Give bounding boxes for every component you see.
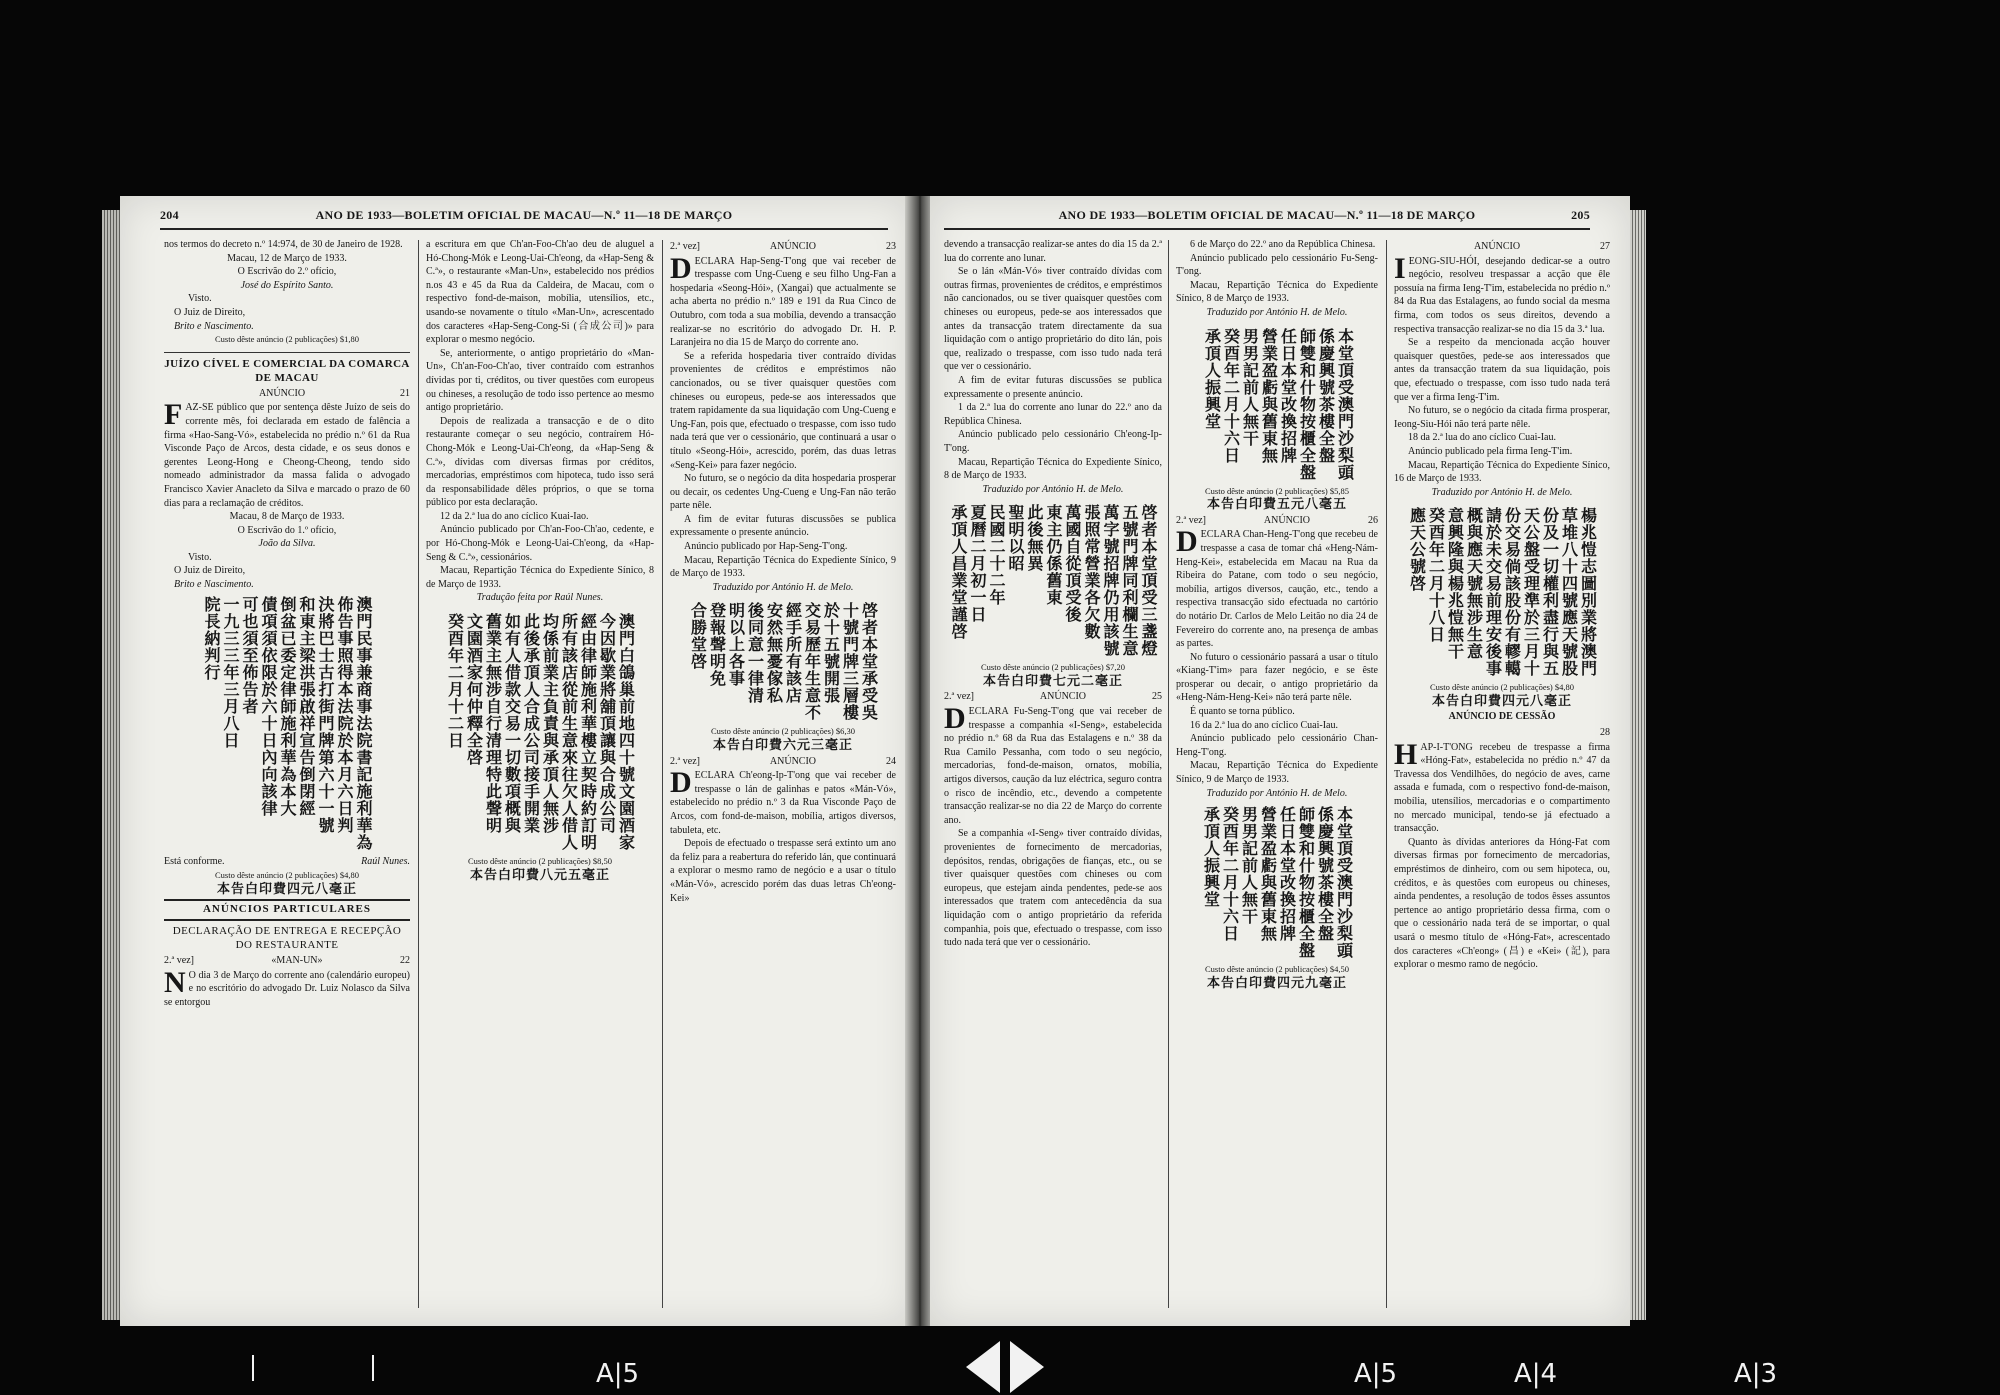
conformity-row xyxy=(164,855,410,869)
paragraph: Macau, Repartição Técnica do Expediente Sínico, 8 de Março de 1933. xyxy=(1176,279,1378,305)
chinese-notice xyxy=(426,613,654,851)
ad-label: ANÚNCIO xyxy=(1263,514,1311,526)
paragraph: ECLARA Hap-Seng-T'ong que vai receber de trespasse com Ung-Cueng e seu filho Ung-Fan a hospedaria «Seong-Hói», (Xangai) que actualmente se acha aberta no prédio n.º 189 e 191 da Rua Cinco de Outubro, com toda a sua mobília, devendo a transacção realizar-se no escritório do advogado Dr. H. P. Laranjeira no dia 15 de Março do corrente ano. xyxy=(670,255,896,349)
ad-cost: Custo dêste anúncio (2 publicações) $4,80 xyxy=(215,870,359,881)
ad-vez: 2.ª vez] xyxy=(164,955,194,967)
film-tick xyxy=(252,1355,254,1381)
chinese-column: 文園酒家何仲釋全啓 xyxy=(464,613,484,767)
clerk-title: O Escrivão do 2.º ofício, xyxy=(237,266,337,278)
paragraph: nos termos do decreto n.º 14:974, de 30 de Janeiro de 1928. xyxy=(164,239,403,250)
divider xyxy=(164,352,410,353)
film-frame-mark: A|3 xyxy=(1734,1359,1778,1389)
drop-cap: F xyxy=(164,398,183,432)
ad-vez: 2.ª vez] xyxy=(944,691,974,703)
chinese-column: 經由律師施利華樓立契時約訂明 xyxy=(578,613,598,852)
ad-number: 25 xyxy=(1151,691,1162,703)
conformity: Está conforme. xyxy=(164,855,225,867)
page-number: 204 xyxy=(160,208,179,222)
left-page-edges xyxy=(102,210,120,1320)
chinese-column: 可也須至佈告者 xyxy=(240,595,259,715)
paragraph: 6 de Março do 22.º ano da República Chinesa. xyxy=(1190,239,1376,250)
chinese-notice xyxy=(1176,328,1378,481)
chinese-column: 均係前業主負責與承頂人無涉 xyxy=(540,613,560,835)
paragraph: Depois de efectuado o trespasse será extinto um ano da feliz para a reabertura do referido lán, que continuará a explorar o mesmo ramo de negócio e a usar o título «Mán-Vó», acrescido porém das duas letras Ch'eong-Kei» xyxy=(670,838,896,904)
chinese-column: 草堆八十四號應天號股 xyxy=(1559,507,1579,678)
print-fee: 本告白印費六元三毫正 xyxy=(712,738,853,754)
ad-label-row xyxy=(944,690,1162,704)
right-col-2 xyxy=(1176,238,1378,990)
translator: Traduzido por António H. de Melo. xyxy=(982,483,1124,495)
clerk-title: O Escrivão do 1.º ofício, xyxy=(237,524,337,536)
left-col-2 xyxy=(426,238,654,882)
paragraph: Macau, Repartição Técnica do Expediente Sínico, 8 de Março de 1933. xyxy=(944,456,1162,482)
date-line: Macau, 8 de Março de 1933. xyxy=(229,511,345,523)
chinese-column: 聖明以昭 xyxy=(1006,504,1025,573)
paragraph: Se a companhia «I-Seng» tiver contraído dívidas, provenientes de fornecimento de mercadorias, depósitos, rendas, obrigações de fianças, etc., ou se tiver quaisquer questões com chineses ou com europeus, que estejam ainda pendentes, pede-se aos interessados que tratem com antecedência da sua liquidação com o antigo proprietário da referida companhia, pois que, efectuado o trespasse, com isso tudo nada terá que ver o cessionário. xyxy=(944,828,1162,949)
ad-label-row xyxy=(1176,514,1378,528)
chinese-column: 萬字號招牌仍用該號 xyxy=(1101,504,1120,658)
section-heading: ANÚNCIOS PARTICULARES xyxy=(164,899,410,921)
film-arrow-left-icon xyxy=(966,1341,1000,1393)
ad-label-row xyxy=(164,954,410,968)
ad-number: 27 xyxy=(1599,241,1610,252)
paragraph: Macau, Repartição Técnica do Expediente Sínico, 16 de Março de 1933. xyxy=(1394,459,1610,485)
ad-vez: 2.ª vez] xyxy=(670,755,700,767)
chinese-column: 一九三三年三月八日 xyxy=(221,595,240,749)
chinese-notice xyxy=(164,596,410,851)
chinese-column: 楊兆愷志圖別業將澳門 xyxy=(1578,507,1598,678)
conformity-name: Raúl Nunes. xyxy=(361,855,410,867)
paragraph: 18 da 2.ª lua do ano cíclico Cuai-Iau. xyxy=(1408,432,1556,444)
ad-number-row xyxy=(1394,726,1610,740)
paragraph: Macau, Repartição Técnica do Expediente Sínico, 9 de Março de 1933. xyxy=(1176,760,1378,786)
chinese-column: 任日本堂改換招牌 xyxy=(1278,327,1298,464)
chinese-column: 啓者本堂承受吳 xyxy=(859,602,879,722)
ad-vez: 2.ª vez] xyxy=(670,241,700,252)
ad-label: ANÚNCIO xyxy=(1473,241,1521,252)
paragraph: É quanto se torna público. xyxy=(1190,706,1295,718)
translator: Tradução feita por Raúl Nunes. xyxy=(476,592,604,604)
restaurant-name: «MAN-UN» xyxy=(271,955,323,967)
chinese-column: 夏曆二月初一日 xyxy=(968,504,987,624)
paragraph: No futuro, se o negócio da citada firma prosperar, Ieong-Siu-Hói não terá parte nêle. xyxy=(1394,405,1610,430)
film-frame-mark: A|5 xyxy=(596,1359,640,1389)
translator: Traduzido por António H. de Melo. xyxy=(1206,306,1348,318)
chinese-column: 澳門白鴿巢前地四十號文園酒家 xyxy=(616,613,636,852)
left-page xyxy=(120,196,912,1326)
cession-title: ANÚNCIO DE CESSÃO xyxy=(1448,711,1556,723)
declaration-title: DECLARAÇÃO DE ENTREGA E RECEPÇÃO DO RESTAURANTE xyxy=(172,925,402,952)
running-head-title: ANO DE 1933—BOLETIM OFICIAL DE MACAU—N.º 11—18 DE MARÇO xyxy=(315,208,733,222)
ad-label-row xyxy=(670,755,896,769)
chinese-column: 師雙和什物按櫃全盤 xyxy=(1296,806,1316,960)
chinese-column: 舊業主無涉自行清理特此聲明 xyxy=(483,613,503,835)
chinese-column: 癸酉年二月十二日 xyxy=(445,613,465,750)
ad-cost: Custo dêste anúncio (2 publicações) $4,80 xyxy=(1430,682,1574,693)
chinese-column: 男男記前人無干 xyxy=(1240,327,1260,447)
judge-name: Brito e Nascimento. xyxy=(174,320,254,332)
drop-cap: I xyxy=(1394,251,1406,285)
paragraph: 16 da 2.ª lua do ano cíclico Cuai-Iau. xyxy=(1190,719,1338,731)
paragraph: No futuro, se o negócio da dita hospedaria prosperar ou decair, os cedentes Ung-Cueng e Ung-Fan não terão parte nêle. xyxy=(670,473,896,512)
column-rule xyxy=(1168,240,1169,1308)
clerk-name: José do Espírito Santo. xyxy=(240,279,334,291)
paragraph: AZ-SE público que por sentença dêste Juízo de seis do corrente mês, foi declarada em estado de falência a firma «Hao-Sang-Vó», estabelecida no prédio n.º 61 da Rua Visconde Paço de Arcos, desta cidade, e os seus donos e gerentes Leong-Hong e Cheong-Cheong, tendo sido nomeado administrador da massa falida o advogado Francisco Xavier Anacleto da Silva e marcado o prazo de 60 dias para a reclamação de créditos. xyxy=(164,402,410,509)
drop-cap: N xyxy=(164,965,186,999)
chinese-column: 份交易倘該股份有轇轕 xyxy=(1502,507,1522,678)
paragraph: Anúncio publicado pelo cessionário Ch'eong-Ip-T'ong. xyxy=(944,429,1162,454)
paragraph: Macau, Repartição Técnica do Expediente Sínico, 9 de Março de 1933. xyxy=(670,554,896,580)
ad-cost: Custo dêste anúncio (2 publicações) $6,30 xyxy=(711,726,855,737)
running-head-title: ANO DE 1933—BOLETIM OFICIAL DE MACAU—N.º 11—18 DE MARÇO xyxy=(1058,208,1476,222)
column-rule xyxy=(418,240,419,1308)
chinese-column: 五號門牌同利欄生意 xyxy=(1120,504,1139,658)
ad-label: ANÚNCIO xyxy=(1039,691,1087,703)
chinese-column: 佈告事照得本法院於本月六日判 xyxy=(335,595,354,834)
judge-title: O Juiz de Direito, xyxy=(174,306,246,318)
ad-number: 23 xyxy=(885,241,896,252)
court-title: JUÍZO CÍVEL E COMERCIAL DA COMARCA DE MACAU xyxy=(164,357,410,384)
chinese-column: 張照常營業各欠數 xyxy=(1082,504,1101,641)
chinese-column: 任日本堂改換招牌 xyxy=(1277,806,1297,943)
ad-cost: Custo dêste anúncio (2 publicações) $4,50 xyxy=(1205,964,1349,975)
chinese-column: 決將巴士古打街門牌第六十一號 xyxy=(316,595,335,834)
chinese-column: 係慶興號茶樓全盤 xyxy=(1315,806,1335,943)
paragraph: Se a referida hospedaria tiver contraído dívidas provenientes de créditos e empréstimos não cancionados, ou se tiver quaisquer questões com chineses ou europeus, pede-se aos interessados que tratem rapidamente da sua liquidação com Ung-Cueng e Ung-Fan, pois que, efectuado o trespasse, com isso tudo nada terá que ver o cessionário, que continuará a usar o título «Seong-Hói», acrescido, porém, das duas letras «Seng-Kei» para fazer negócio. xyxy=(670,350,896,471)
chinese-column: 倒盆已委定律師施利華為本大 xyxy=(278,595,297,817)
chinese-column: 今因歇業將舖頂讓與合成公司 xyxy=(597,613,617,835)
ad-number: 22 xyxy=(399,955,410,967)
chinese-notice xyxy=(1176,806,1378,959)
ad-label: ANÚNCIO xyxy=(769,755,817,767)
film-frame-mark: A|5 xyxy=(1354,1359,1398,1389)
chinese-column: 本堂頂受澳門沙梨頭 xyxy=(1335,327,1355,481)
chinese-notice xyxy=(1394,507,1610,677)
column-rule xyxy=(662,240,663,1308)
chinese-column: 交易歷年生意不 xyxy=(802,602,822,722)
chinese-column: 債項須依限於六十日內向該律 xyxy=(259,595,278,817)
chinese-column: 萬國自從頂受後 xyxy=(1063,504,1082,624)
ad-label-row xyxy=(670,240,896,254)
chinese-column: 承頂人昌業堂謹啓 xyxy=(949,504,968,641)
paragraph: 12 da 2.ª lua do ano cíclico Kuai-Iao. xyxy=(440,510,589,522)
visto: Visto. xyxy=(188,293,212,305)
chinese-column: 天公盤受理準於三月十 xyxy=(1521,507,1541,678)
chinese-column: 東主仍係舊東 xyxy=(1044,504,1063,607)
translator: Traduzido por António H. de Melo. xyxy=(1206,787,1348,799)
chinese-column: 十號門牌三層樓 xyxy=(840,602,860,722)
film-arrow-right-icon xyxy=(1010,1341,1044,1393)
ad-label-row xyxy=(164,387,410,401)
ad-cost: Custo dêste anúncio (2 publicações) $1,80 xyxy=(215,334,359,345)
chinese-column: 癸酉年二月十六日 xyxy=(1221,327,1241,464)
film-tick xyxy=(372,1355,374,1381)
date-line: Macau, 12 de Março de 1933. xyxy=(227,252,347,264)
chinese-notice xyxy=(670,602,896,721)
chinese-column: 意興隆與楊兆愷無干 xyxy=(1445,507,1465,661)
chinese-column: 本堂頂受澳門沙梨頭 xyxy=(1334,806,1354,960)
paragraph: Anúncio publicado por Ch'an-Foo-Ch'ao, cedente, e por Hó-Chong-Mók e Leong-Uai-Ch'eong, da «Hap-Seng & C.ª», cessionários. xyxy=(426,524,654,563)
chinese-column: 此後承頂人合成公司接手開業 xyxy=(521,613,541,835)
left-col-3 xyxy=(670,238,896,905)
chinese-column: 澳門民事兼商事法院書記施利華為 xyxy=(354,595,373,851)
chinese-column: 營業盈虧與舊東無 xyxy=(1258,806,1278,943)
chinese-column: 承頂人振興堂 xyxy=(1201,806,1221,909)
paragraph: a escritura em que Ch'an-Foo-Ch'ao deu de aluguel a Hó-Chong-Mók e Leong-Uai-Ch'eong, da «Hap-Seng & C.ª», o restaurante «Man-Un», estabelecido nos prédios n.os 43 e 45 da Rua da Caldeira, de Macau, com o respectivo fond-de-maison, mobília, utensílios, etc., usando-se novamente o título «Man-Un», acrescentado dos caracteres «Hap-Seng-Cong-Si (合成公司)» para explorar o mesmo negócio. xyxy=(426,239,654,346)
ad-label-row xyxy=(1394,710,1610,724)
paragraph: Macau, Repartição Técnica do Expediente Sínico, 8 de Março de 1933. xyxy=(426,565,654,590)
chinese-column: 營業盈虧與舊東無 xyxy=(1259,327,1279,464)
ad-cost: Custo dêste anúncio (2 publicações) $7,20 xyxy=(981,662,1125,673)
print-fee: 本告白印費五元八毫五 xyxy=(1206,497,1347,513)
chinese-column: 登報聲明免 xyxy=(707,602,727,688)
paragraph: Anúncio publicado por Hap-Seng-T'ong. xyxy=(684,541,848,553)
column-rule xyxy=(1386,240,1387,1308)
chinese-column: 合勝堂啓 xyxy=(688,602,708,671)
drop-cap: D xyxy=(670,766,692,800)
paragraph: Se a respeito da mencionada acção houver quaisquer questões, pede-se aos interessados que antes da transacção tratem da sua liquidação, pois que, efectuado o trespasse, com isso tudo nada terá que ver a firma Ieng-T'im. xyxy=(1394,337,1610,403)
drop-cap: H xyxy=(1394,737,1418,771)
chinese-column: 如有人借款交易一切數項概與 xyxy=(502,613,522,835)
ad-cost: Custo dêste anúncio (2 publicações) $8,50 xyxy=(468,856,612,867)
ad-number: 28 xyxy=(1600,727,1610,739)
left-running-head xyxy=(160,206,888,230)
translator: Traduzido por António H. de Melo. xyxy=(1431,486,1573,498)
right-page xyxy=(930,196,1630,1326)
print-fee: 本告白印費七元二毫正 xyxy=(982,673,1123,689)
print-fee: 本告白印費四元八毫正 xyxy=(216,881,357,897)
chinese-column: 癸酉年二月十六日 xyxy=(1220,806,1240,943)
paragraph: devendo a transacção realizar-se antes do dia 15 da 2.ª lua do corrente ano lunar. xyxy=(944,239,1162,264)
chinese-column: 係慶興號茶樓全盤 xyxy=(1316,327,1336,464)
paragraph: Se, anteriormente, o antigo proprietário do «Man-Un», Ch'an-Foo-Ch'ao, tiver contraído com estranhos dívidas por ti, créditos, ou tiver questões com europeus ou chineses, a resolução de todo isso pertence ao mesmo antigo proprietário. xyxy=(426,347,654,414)
paragraph: Anúncio publicado pelo cessionário Chan-Heng-T'ong. xyxy=(1176,733,1378,758)
left-col-1 xyxy=(164,238,410,1009)
chinese-column: 請於未交易前理安後事 xyxy=(1483,507,1503,678)
microfilm-strip xyxy=(0,1335,2000,1395)
chinese-column: 於十五號開張 xyxy=(821,602,841,705)
chinese-column: 和東主梁洪張啟祥宣告倒閉經 xyxy=(297,595,316,817)
film-frame-mark: A|4 xyxy=(1514,1359,1558,1389)
paragraph: 1 da 2.ª lua do corrente ano lunar do 22.º ano da República Chinesa. xyxy=(944,402,1162,427)
chinese-column: 承頂人振興堂 xyxy=(1202,327,1222,430)
drop-cap: D xyxy=(670,251,692,285)
ad-label: ANÚNCIO xyxy=(769,241,817,252)
chinese-column: 男男記前人無干 xyxy=(1239,806,1259,926)
paragraph: A fim de evitar futuras discussões se publica expressamente o presente anúncio. xyxy=(670,513,896,539)
chinese-column: 師雙和什物按櫃全盤 xyxy=(1297,327,1317,481)
drop-cap: D xyxy=(1176,525,1198,559)
paragraph: A fim de evitar futuras discussões se publica expressamente o presente anúncio. xyxy=(944,374,1162,400)
chinese-column: 應天公號啓 xyxy=(1407,507,1427,593)
chinese-column: 安然無憂傢私 xyxy=(764,602,784,705)
chinese-column: 此後無異 xyxy=(1025,504,1044,573)
paragraph: Anúncio publicado pela firma Ieng-T'im. xyxy=(1408,445,1573,457)
right-col-3 xyxy=(1394,238,1610,972)
chinese-column: 份及一切權利盡行與五 xyxy=(1540,507,1560,678)
chinese-column: 後同意一律清 xyxy=(745,602,765,705)
chinese-column: 概與應天號無涉生意 xyxy=(1464,507,1484,661)
paragraph: ECLARA Fu-Seng-T'ong que vai receber de trespasse a companhia «I-Seng», estabelecida no prédio n.º 68 da Rua das Estalagens e n.º 38 da Rua Camilo Pessanha, com todo o seu negócio, mercadorias, fond-de-maison, ornatos, mobília, artigos diversos, caução da luz eléctrica, seguro contra o risco de incêndio, etc., devendo a competente transacção realizar-se no dia 22 de Março do corrente ano. xyxy=(944,706,1162,826)
visto: Visto. xyxy=(188,551,212,563)
chinese-column: 院長納判行 xyxy=(202,595,221,681)
chinese-column: 啓者本堂頂受三盞燈 xyxy=(1139,504,1158,658)
ad-vez: 2.ª vez] xyxy=(1176,514,1206,526)
paragraph: EONG-SIU-HÓI, desejando dedicar-se a outro negócio, resolveu trespassar a acção que êle possuía na firma Ieng-T'im, estabelecida no prédio n.º 84 da Rua das Estalagens, ao fundo social da mesma firma, com todos os seus direitos, devendo a respectiva transacção realizar-se no dia 15 da 3.ª lua. xyxy=(1394,255,1610,335)
print-fee: 本告白印費四元八毫正 xyxy=(1431,693,1572,709)
paragraph: ECLARA Chan-Heng-T'ong que recebeu de trespasse a casa de tomar chá «Heng-Nám-Heng-Kei», estabelecida em Macau na Rua da Ribeira do Patane, com todo o seu negócio, mobília, artigos diversos, caução, etc., tendo a respectiva transacção sido efectuada no cartório do notário Dr. Carlos de Melo Leitão no dia 24 de Fevereiro do corrente ano, na presença de ambas as partes. xyxy=(1176,529,1378,650)
judge-name: Brito e Nascimento. xyxy=(174,579,254,591)
paragraph: No futuro o cessionário passará a usar o título «Kiang-T'im» para fazer negócio, e se êste prosperar ou decair, o antigo proprietário da «Heng-Nám-Heng-Kei» não terá parte nêle. xyxy=(1176,651,1378,704)
paragraph: O dia 3 de Março do corrente ano (calendário europeu) e no escritório do advogado Dr. Luiz Nolasco da Silva se entorgou xyxy=(164,969,410,1008)
ad-number: 26 xyxy=(1367,514,1378,526)
paragraph: AP-I-T'ONG recebeu de trespasse a firma «Hóng-Fat», estabelecida no prédio n.º 47 da Travessa dos Vendilhões, do negócio de aves, carne assada e fumada, com o respectivo fond-de-maison, mobília, utensílios, mercadorias e o compartimento no mercado municipal, tendo-se já efectuado a transacção. xyxy=(1394,741,1610,835)
drop-cap: D xyxy=(944,702,966,736)
paragraph: ECLARA Ch'eong-Ip-T'ong que vai receber de trespasse o lán de galinhas e patos «Mán-Vó», estabelecido no prédio n.º 3 da Rua Visconde Paço de Arcos, com fond-de-maison, mobília, artigos diversos, tabuleta, etc. xyxy=(670,770,896,836)
print-fee: 本告白印費四元九毫正 xyxy=(1206,975,1347,991)
page-number: 205 xyxy=(1571,208,1590,222)
paragraph: Quanto às dívidas anteriores da Hóng-Fat com diversas firmas por fornecimento de mercadorias, empréstimos de dinheiro, com ou sem hipoteca, ou, créditos, e às questões com europeus ou chineses, ainda pendentes, a resolução de todos êsses assuntos pertence ao antigo proprietário dessa firma, com o que o cessionário nada terá de se importar, o qual usará o mesmo título de «Hóng-Fat», acrescentado dos caracteres «Ch'eong» (昌) e «Kei» (記), para explorar o mesmo ramo de negócio. xyxy=(1394,836,1610,971)
clerk-name: João da Silva. xyxy=(258,538,316,550)
translator: Traduzido por António H. de Melo. xyxy=(712,581,854,593)
paragraph: Se o lán «Mán-Vó» tiver contraído dívidas com outras firmas, provenientes de créditos, e empréstimos não cancionados, ou se tiver quaisquer questões com chineses ou europeus, pede-se aos interessados que antes da transacção tratem directamente da sua liquidação com o antigo proprietário do dito lán, pois que, realizado o trespasse, com isso tudo nada terá que ver o cessionário. xyxy=(944,266,1162,373)
right-col-1 xyxy=(944,238,1162,950)
judge-title: O Juiz de Direito, xyxy=(174,565,246,577)
chinese-notice xyxy=(944,504,1162,657)
paragraph: Anúncio publicado pelo cessionário Fu-Seng-T'ong. xyxy=(1176,252,1378,278)
ad-label-row xyxy=(1394,240,1610,254)
ad-label: ANÚNCIO xyxy=(258,387,306,399)
chinese-column: 經手所有該店 xyxy=(783,602,803,705)
ad-cost: Custo dêste anúncio (2 publicações) $5,85 xyxy=(1205,485,1349,496)
chinese-column: 癸酉年二月十八日 xyxy=(1426,507,1446,644)
paragraph: Depois de realizada a transacção e de o dito restaurante começar o seu negócio, contraírem Hó-Chong-Mók e Leong-Uai-Ch'eong, da «Hap-Seng & C.ª», dívidas com diversas firmas por créditos, mercadorias, empréstimos com hipoteca, tudo isso será da responsabilidade dêles próprios, o que se torna público por esta declaração. xyxy=(426,415,654,509)
ad-number: 21 xyxy=(399,387,410,399)
right-running-head xyxy=(944,206,1590,230)
ad-number: 24 xyxy=(885,755,896,767)
print-fee: 本告白印費八元五毫正 xyxy=(469,867,610,883)
chinese-column: 民國二十二年 xyxy=(987,504,1006,607)
chinese-column: 所有該店從前生意來往欠人借人 xyxy=(559,613,579,852)
chinese-column: 明以上各事 xyxy=(726,602,746,688)
right-page-edges xyxy=(1630,210,1646,1320)
